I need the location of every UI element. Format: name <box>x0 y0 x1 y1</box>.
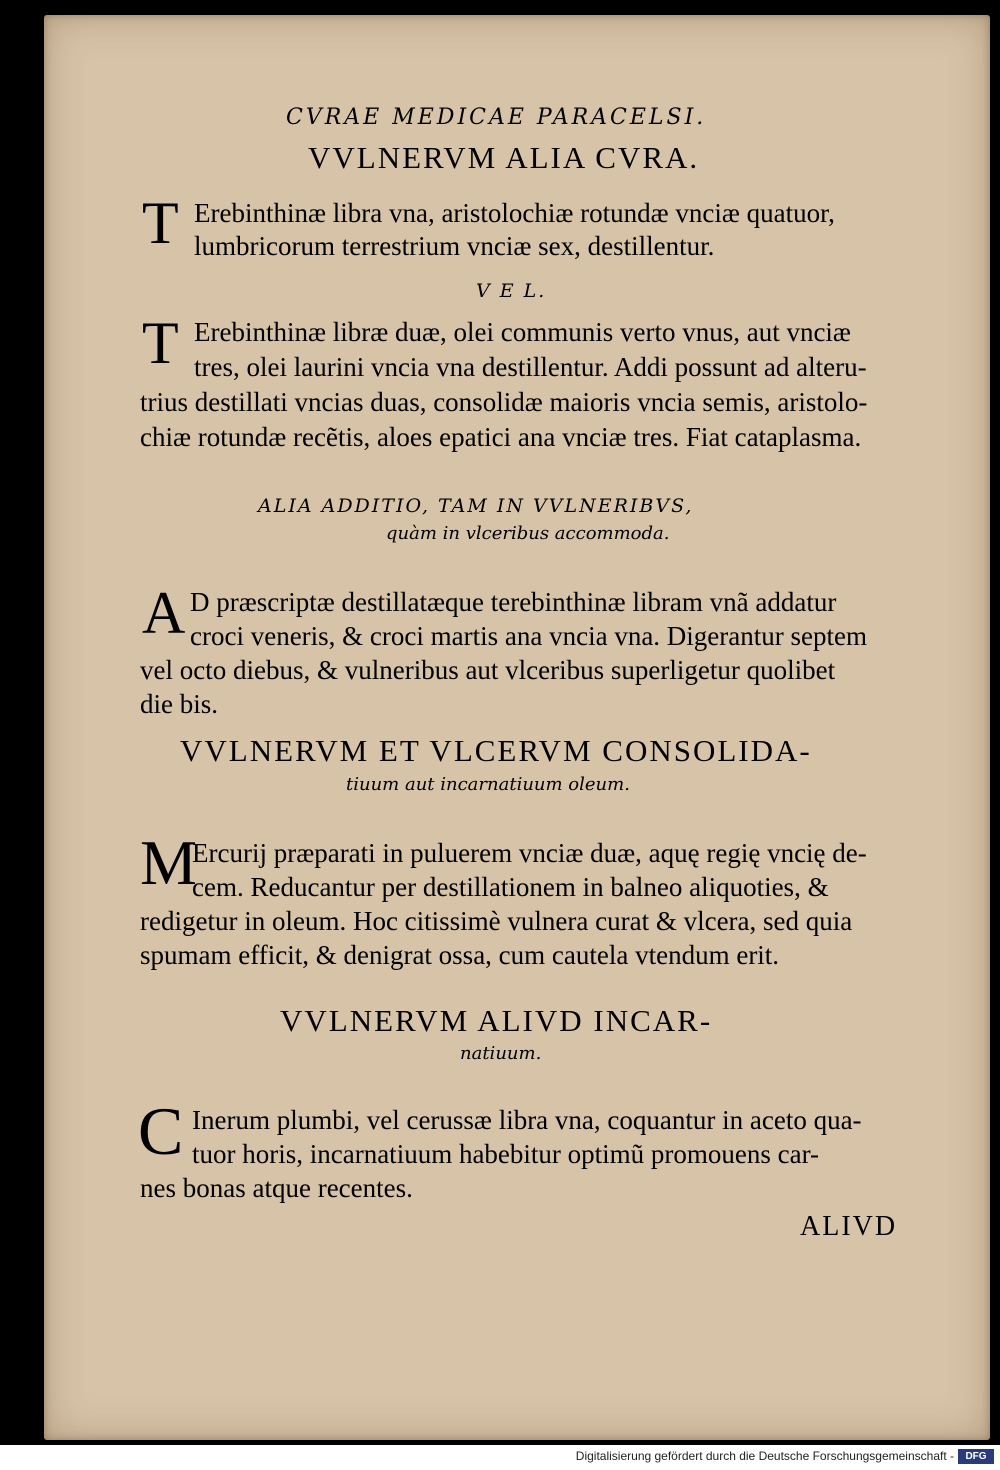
text-line: tuor horis, incarnatiuum habebitur optimũ promouens car- <box>192 1139 820 1169</box>
book-page <box>44 15 990 1440</box>
drop-initial: M <box>140 827 197 898</box>
text-line: vel octo diebus, & vulneribus aut vlceribus superligetur quolibet <box>140 655 836 685</box>
drop-initial: T <box>142 190 179 256</box>
section-heading: ALIA ADDITIO, TAM IN VVLNERIBVS, <box>258 495 694 517</box>
section-subheading: natiuum. <box>460 1043 542 1064</box>
section-subheading: tiuum aut incarnatiuum oleum. <box>346 774 630 795</box>
text-line: trius destillati vncias duas, consolidæ maioris vncia semis, aristolo- <box>140 387 868 417</box>
text-line: lumbricorum terrestrium vnciæ sex, destillentur. <box>194 231 715 261</box>
text-line: Erebinthinæ libra vna, aristolochiæ rotundæ vnciæ quatuor, <box>194 198 835 228</box>
footer-credit: Digitalisierung gefördert durch die Deutsche Forschungsgemeinschaft - <box>575 1449 954 1463</box>
text-line: croci veneris, & croci martis ana vncia vna. Digerantur septem <box>190 621 867 651</box>
drop-initial: A <box>142 580 186 646</box>
drop-initial: C <box>138 1093 184 1169</box>
text-line: redigetur in oleum. Hoc citissimè vulnera curat & vlcera, sed quia <box>140 906 853 936</box>
running-title: CVRAE MEDICAE PARACELSI. <box>286 105 707 130</box>
text-line: cem. Reducantur per destillationem in balneo aliquoties, & <box>192 872 829 902</box>
text-line: Erebinthinæ libræ duæ, olei communis verto vnus, aut vnciæ <box>194 317 851 347</box>
section-heading: VVLNERVM ALIVD INCAR- <box>280 1003 713 1038</box>
vel-label: V E L. <box>476 280 547 302</box>
text-line: tres, olei laurini vncia vna destillentur. Addi possunt ad alteru- <box>194 352 867 382</box>
text-line: D præscriptæ destillatæque terebinthinæ libram vnã addatur <box>190 587 837 617</box>
drop-initial: T <box>142 310 179 376</box>
text-line: nes bonas atque recentes. <box>140 1173 413 1203</box>
catchword: ALIVD <box>800 1211 898 1242</box>
dfg-logo: DFG <box>958 1449 994 1464</box>
text-line: die bis. <box>140 689 218 719</box>
text-line: Ercurij præparati in puluerem vnciæ duæ, aquę regię vncię de- <box>192 838 867 868</box>
text-line: chiæ rotundæ recẽtis, aloes epatici ana vnciæ tres. Fiat cataplasma. <box>140 422 862 452</box>
section-heading: VVLNERVM ET VLCERVM CONSOLIDA- <box>180 733 812 768</box>
section-subheading: quàm in vlceribus accommoda. <box>386 523 670 544</box>
section-heading: VVLNERVM ALIA CVRA. <box>308 140 700 175</box>
text-line: spumam efficit, & denigrat ossa, cum cautela vtendum erit. <box>140 940 780 970</box>
text-line: Inerum plumbi, vel cerussæ libra vna, coquantur in aceto qua- <box>192 1105 862 1135</box>
digitization-footer <box>0 1445 1000 1470</box>
